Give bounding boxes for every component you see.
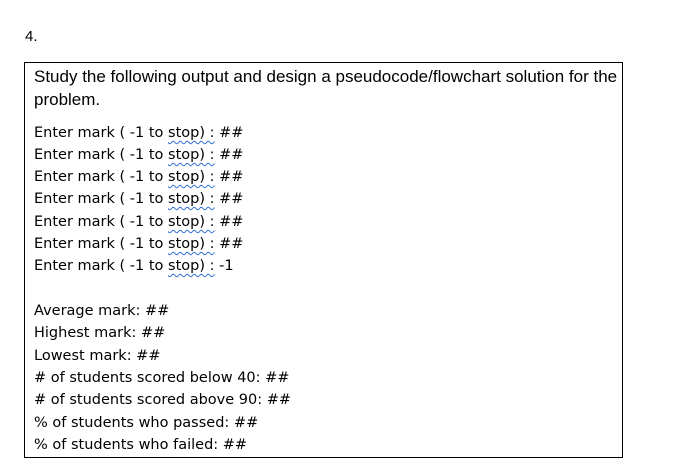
question-prompt: Study the following output and design a pseudocode/flowchart solution for the problem.: [34, 67, 618, 109]
input-line-text: Enter mark ( -1 to: [34, 169, 169, 185]
input-line-text: Enter mark ( -1 to: [34, 214, 169, 230]
input-line-text: Enter mark ( -1 to: [34, 258, 169, 274]
input-line-text: Enter mark ( -1 to: [34, 236, 169, 252]
input-line-value: ##: [214, 236, 244, 252]
spellcheck-marked-text: stop) :: [168, 147, 215, 163]
result-line-lowest: Lowest mark: ##: [34, 348, 161, 364]
input-line: [34, 190, 243, 208]
spellcheck-marked-text: stop) :: [168, 169, 215, 185]
input-line-text: Enter mark ( -1 to: [34, 147, 169, 163]
input-line: [34, 257, 234, 275]
input-line-value: ##: [214, 191, 244, 207]
result-line-below-40: # of students scored below 40: ##: [34, 370, 290, 386]
input-line-value: ##: [214, 147, 244, 163]
input-line: [34, 213, 243, 231]
spellcheck-marked-text: stop) :: [168, 125, 215, 141]
spellcheck-marked-text: stop) :: [168, 236, 215, 252]
input-line-text: Enter mark ( -1 to: [34, 125, 169, 141]
question-number: 4.: [25, 28, 38, 45]
input-line-value: ##: [214, 169, 244, 185]
input-line-value: -1: [214, 258, 234, 274]
result-line-failed: % of students who failed: ##: [34, 437, 248, 453]
result-line-average: Average mark: ##: [34, 303, 170, 319]
input-line-text: Enter mark ( -1 to: [34, 191, 169, 207]
result-line-passed: % of students who passed: ##: [34, 415, 259, 431]
input-line: [34, 235, 243, 253]
input-line: [34, 124, 243, 142]
question-box: [24, 62, 623, 458]
input-line-value: ##: [214, 214, 244, 230]
input-line-value: ##: [214, 125, 244, 141]
result-line-highest: Highest mark: ##: [34, 325, 166, 341]
spellcheck-marked-text: stop) :: [168, 214, 215, 230]
input-line: [34, 146, 243, 164]
input-line: [34, 168, 243, 186]
spellcheck-marked-text: stop) :: [168, 258, 215, 274]
spellcheck-marked-text: stop) :: [168, 191, 215, 207]
result-line-above-90: # of students scored above 90: ##: [34, 392, 292, 408]
